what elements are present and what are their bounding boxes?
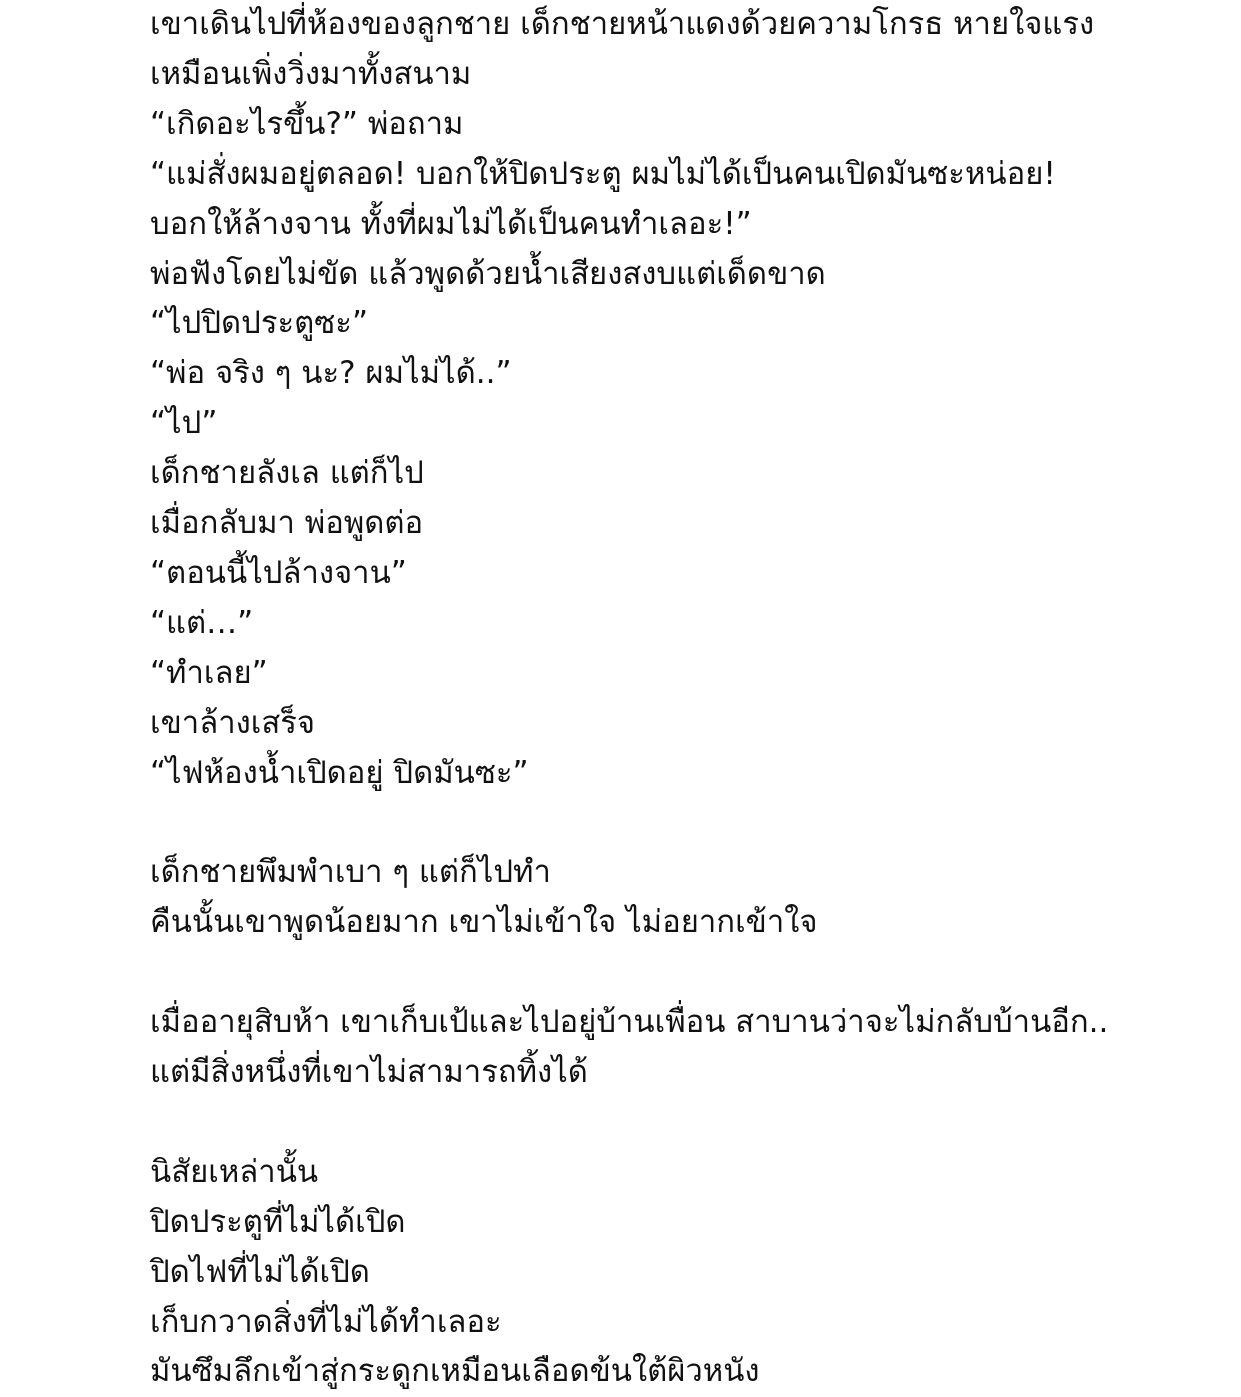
text-line: เขาเดินไปที่ห้องของลูกชาย เด็กชายหน้าแดงด้วยความโกรธ หายใจแรง (150, 6, 1095, 42)
paragraph-3 (150, 998, 1210, 1098)
text-line: นิสัยเหล่านั้น (150, 1153, 319, 1190)
paragraph-4 (150, 1148, 1210, 1397)
text-line: เขาล้างเสร็จ (150, 704, 316, 741)
text-line: เมื่ออายุสิบห้า เขาเก็บเป้และไปอยู่บ้านเพื่อน สาบานว่าจะไม่กลับบ้านอีก.. (150, 1004, 1109, 1041)
text-line: “ไฟห้องน้ำเปิดอยู่ ปิดมันซะ” (150, 754, 529, 791)
text-line: มันซึมลึกเข้าสู่กระดูกเหมือนเลือดข้นใต้ผิวหนัง (150, 1353, 760, 1390)
text-line: เด็กชายพึมพำเบา ๆ แต่ก็ไปทำ (150, 854, 551, 891)
paragraph-gap (150, 948, 1210, 998)
text-line: “ไป” (150, 405, 218, 442)
text-line: “พ่อ จริง ๆ นะ? ผมไม่ได้..” (150, 355, 512, 392)
text-line: คืนนั้นเขาพูดน้อยมาก เขาไม่เข้าใจ ไม่อยากเข้าใจ (150, 904, 818, 941)
story-text (150, 0, 1210, 1397)
text-line: เหมือนเพิ่งวิ่งมาทั้งสนาม (150, 55, 472, 92)
text-line: เก็บกวาดสิ่งที่ไม่ได้ทำเลอะ (150, 1303, 502, 1340)
text-line: เมื่อกลับมา พ่อพูดต่อ (150, 505, 424, 542)
text-line: “แม่สั่งผมอยู่ตลอด! บอกให้ปิดประตู ผมไม่ได้เป็นคนเปิดมันซะหน่อย! (150, 155, 1056, 192)
paragraph-gap (150, 799, 1210, 849)
text-line: “ไปปิดประตูซะ” (150, 305, 368, 342)
text-line: “ตอนนี้ไปล้างจาน” (150, 554, 407, 591)
text-line: บอกให้ล้างจาน ทั้งที่ผมไม่ได้เป็นคนทำเลอะ!” (150, 205, 752, 242)
paragraph-gap (150, 1098, 1210, 1148)
text-line: ปิดไฟที่ไม่ได้เปิด (150, 1253, 370, 1290)
text-line: “แต่…” (150, 604, 254, 641)
text-line: พ่อฟังโดยไม่ขัด แล้วพูดด้วยน้ำเสียงสงบแต่เด็ดขาด (150, 255, 826, 292)
text-line: ปิดประตูที่ไม่ได้เปิด (150, 1203, 406, 1240)
paragraph-2 (150, 848, 1210, 948)
text-line: “เกิดอะไรขึ้น?” พ่อถาม (150, 105, 464, 142)
text-line: เด็กชายลังเล แต่ก็ไป (150, 455, 424, 492)
text-line: แต่มีสิ่งหนึ่งที่เขาไม่สามารถทิ้งได้ (150, 1054, 588, 1090)
text-line: “ทำเลย” (150, 654, 268, 691)
paragraph-1 (150, 0, 1210, 799)
